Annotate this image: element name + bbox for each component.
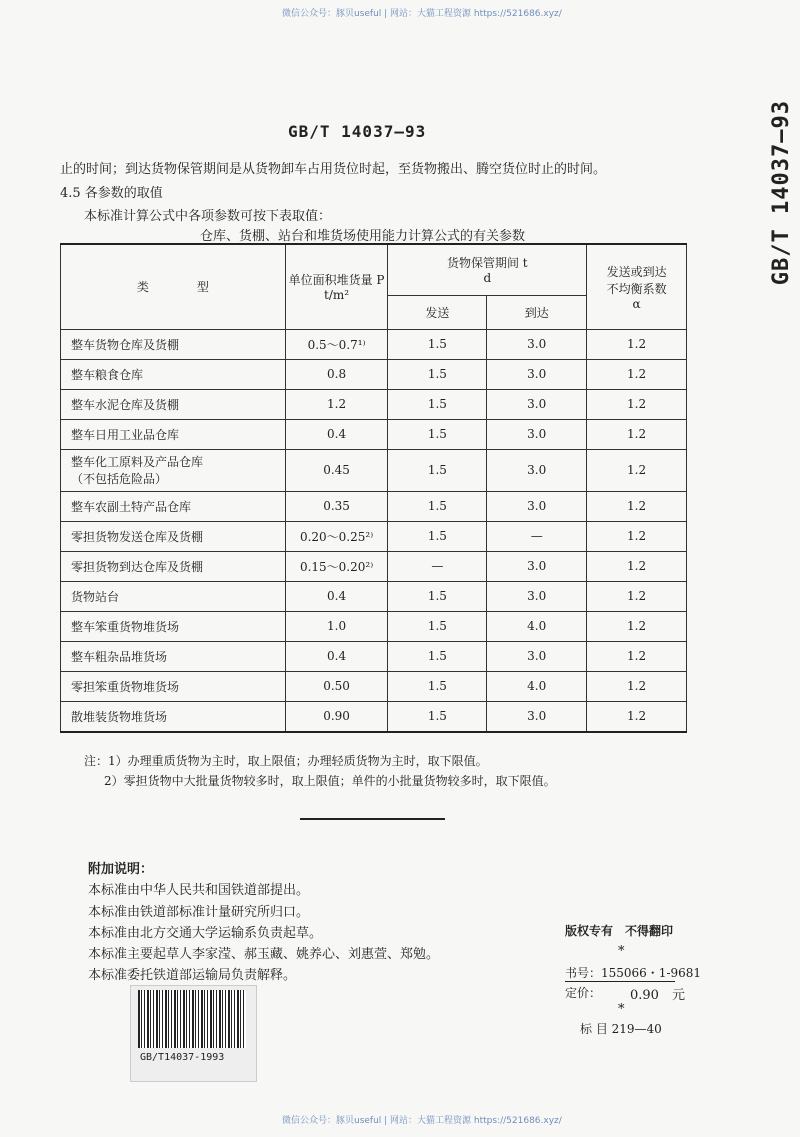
header-alpha-symbol: α: [632, 296, 641, 311]
cell-alpha: 1.2: [587, 329, 687, 359]
cell-type: [61, 581, 286, 611]
intro-line: 止的时间；到达货物保管期间是从货物卸车占用货位时起，至货物搬出、腾空货位时止的时间。: [60, 162, 607, 177]
type-label: 整车化工原料及产品仓库: [71, 455, 204, 469]
header-send: 发送: [388, 295, 487, 329]
type-label: 整车农副土特产品仓库: [71, 499, 192, 514]
cell-p: 0.20～0.25²⁾: [285, 521, 388, 551]
cell-p: 0.90: [285, 701, 388, 732]
cell-type: [61, 419, 286, 449]
cell-alpha: 1.2: [587, 449, 687, 491]
cell-p: 0.4: [285, 581, 388, 611]
watermark: 微信公众号：豚贝useful | 网站：大猫工程资源 https://521686.xyz/: [282, 9, 562, 19]
divider: [300, 818, 445, 820]
cell-arrive: 3.0: [487, 641, 587, 671]
cell-alpha: 1.2: [587, 389, 687, 419]
cell-p: 0.5～0.7¹⁾: [285, 329, 388, 359]
type-label: 零担货物发送仓库及货棚: [71, 529, 204, 544]
cell-type: [61, 359, 286, 389]
barcode: [138, 990, 246, 1048]
book-number: 书号：155066・1-9681: [565, 966, 702, 980]
catalog-number: 标 目 219—40: [580, 1022, 662, 1036]
cell-arrive: 4.0: [487, 671, 587, 701]
cell-send: 1.5: [388, 359, 487, 389]
cell-send: 1.5: [388, 419, 487, 449]
header-t: 货物保管期间 t: [446, 256, 528, 271]
type-label: 整车粮食仓库: [71, 367, 144, 382]
cell-alpha: 1.2: [587, 359, 687, 389]
cell-send: 1.5: [388, 389, 487, 419]
appendix-title: 附加说明：: [88, 862, 154, 877]
type-label: 散堆装货物堆货场: [71, 709, 168, 724]
cell-alpha: 1.2: [587, 521, 687, 551]
cell-type: [61, 521, 286, 551]
cell-p: 0.4: [285, 419, 388, 449]
appendix-line: 本标准主要起草人李家滢、郝玉藏、姚养心、刘惠萱、郑勉。: [88, 947, 440, 962]
star: *: [618, 1002, 625, 1017]
cell-send: 1.5: [388, 491, 487, 521]
cell-alpha: 1.2: [587, 611, 687, 641]
price-label: 定价：: [565, 986, 602, 1000]
table-row: [61, 491, 687, 521]
cell-arrive: 3.0: [487, 389, 587, 419]
table-row: [61, 581, 687, 611]
table-row: [61, 611, 687, 641]
copyright: 版权专有 不得翻印: [565, 924, 674, 938]
watermark-bottom: 微信公众号：豚贝useful | 网站：大猫工程资源 https://521686.xyz/: [282, 1116, 562, 1126]
cell-alpha: 1.2: [587, 701, 687, 732]
type-sublabel: （不包括危险品）: [71, 472, 168, 486]
cell-arrive: 3.0: [487, 419, 587, 449]
section-text: 本标准计算公式中各项参数可按下表取值：: [84, 209, 332, 224]
cell-p: 0.8: [285, 359, 388, 389]
cell-arrive: 3.0: [487, 329, 587, 359]
cell-send: 1.5: [388, 641, 487, 671]
side-standard-code: GB/T 14037—93: [769, 100, 794, 286]
table-row: [61, 701, 687, 732]
type-label: 零担货物到达仓库及货棚: [71, 559, 204, 574]
cell-arrive: 3.0: [487, 449, 587, 491]
cell-type: [61, 491, 286, 521]
cell-send: —: [388, 551, 487, 581]
price: 0.90 元: [630, 988, 685, 1003]
table-row: [61, 521, 687, 551]
cell-arrive: 4.0: [487, 611, 587, 641]
cell-alpha: 1.2: [587, 581, 687, 611]
type-label: 整车日用工业品仓库: [71, 427, 180, 442]
cell-p: 0.35: [285, 491, 388, 521]
note-1: 注：1）办理重质货物为主时，取上限值；办理轻质货物为主时，取下限值。: [84, 754, 488, 768]
cell-type: [61, 329, 286, 359]
header-t-unit: d: [483, 271, 492, 286]
header-type: 类 型: [61, 244, 286, 329]
table-row: [61, 419, 687, 449]
cell-arrive: 3.0: [487, 581, 587, 611]
cell-type: [61, 701, 286, 732]
header-alpha-2: 不均衡系数: [606, 281, 667, 296]
table-row: [61, 641, 687, 671]
type-label: 货物站台: [71, 589, 120, 604]
type-label: 整车水泥仓库及货棚: [71, 397, 180, 412]
appendix-line: 本标准由中华人民共和国铁道部提出。: [88, 883, 310, 898]
cell-alpha: 1.2: [587, 641, 687, 671]
cell-send: 1.5: [388, 671, 487, 701]
type-label: 零担笨重货物堆货场: [71, 679, 180, 694]
cell-p: 0.15～0.20²⁾: [285, 551, 388, 581]
type-label: 整车货物仓库及货棚: [71, 337, 180, 352]
cell-alpha: 1.2: [587, 419, 687, 449]
header-p-unit: t/m²: [324, 288, 350, 303]
appendix-line: 本标准由北方交通大学运输系负责起草。: [88, 926, 323, 941]
parameter-table: [60, 243, 687, 733]
header-alpha: 发送或到达: [606, 264, 667, 279]
cell-send: 1.5: [388, 329, 487, 359]
cell-alpha: 1.2: [587, 671, 687, 701]
cell-type: [61, 611, 286, 641]
cell-p: 0.50: [285, 671, 388, 701]
cell-arrive: —: [487, 521, 587, 551]
section-heading: 4.5 各参数的取值: [60, 186, 163, 201]
table-row: [61, 671, 687, 701]
cell-p: 1.2: [285, 389, 388, 419]
barcode-text: GB/T14037-1993: [140, 1052, 225, 1063]
appendix-line: 本标准委托铁道部运输局负责解释。: [88, 968, 297, 983]
star: *: [618, 944, 625, 959]
cell-alpha: 1.2: [587, 551, 687, 581]
cell-arrive: 3.0: [487, 701, 587, 732]
cell-type: [61, 671, 286, 701]
cell-p: 1.0: [285, 611, 388, 641]
cell-send: 1.5: [388, 611, 487, 641]
table-caption: 仓库、货棚、站台和堆货场使用能力计算公式的有关参数: [200, 229, 526, 244]
cell-p: 0.4: [285, 641, 388, 671]
cell-p: 0.45: [285, 449, 388, 491]
type-label: 整车粗杂品堆货场: [71, 649, 168, 664]
cell-type: [61, 449, 286, 491]
cell-send: 1.5: [388, 701, 487, 732]
page-header: GB/T 14037—93: [288, 122, 427, 141]
cell-send: 1.5: [388, 449, 487, 491]
header-p: 单位面积堆货量 P: [288, 273, 385, 288]
cell-type: [61, 389, 286, 419]
cell-type: [61, 641, 286, 671]
table-row: [61, 389, 687, 419]
table-row: [61, 551, 687, 581]
header-arrive: 到达: [487, 295, 587, 329]
table-row: [61, 329, 687, 359]
cell-arrive: 3.0: [487, 359, 587, 389]
cell-arrive: 3.0: [487, 491, 587, 521]
appendix-line: 本标准由铁道部标准计量研究所归口。: [88, 905, 310, 920]
cell-alpha: 1.2: [587, 491, 687, 521]
table-row: [61, 359, 687, 389]
cell-send: 1.5: [388, 581, 487, 611]
note-2: 2）零担货物中大批量货物较多时，取上限值；单件的小批量货物较多时，取下限值。: [104, 774, 556, 788]
cell-arrive: 3.0: [487, 551, 587, 581]
cell-type: [61, 551, 286, 581]
table-row: [61, 449, 687, 491]
type-label: 整车笨重货物堆货场: [71, 619, 180, 634]
cell-send: 1.5: [388, 521, 487, 551]
